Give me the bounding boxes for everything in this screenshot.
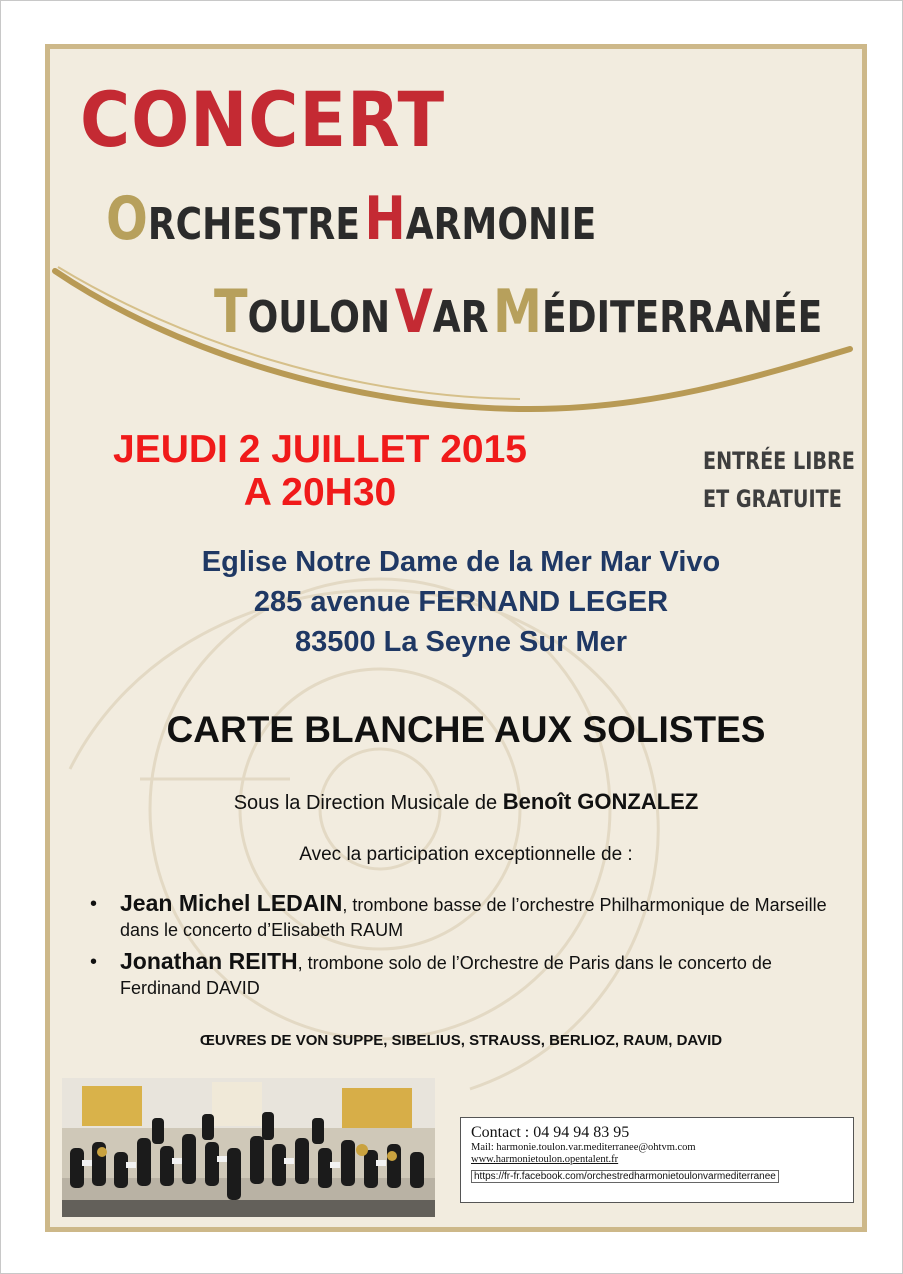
event-date-time bbox=[50, 429, 590, 515]
brand-initial: M bbox=[493, 277, 543, 347]
participation-intro: Avec la participation exceptionnelle de : bbox=[299, 844, 633, 865]
works-list: ŒUVRES DE VON SUPPE, SIBELIUS, STRAUSS, BERLIOZ, RAUM, DAVID bbox=[199, 1032, 723, 1049]
orchestra-photo bbox=[62, 1078, 435, 1217]
brand-word: RCHESTRE bbox=[147, 199, 360, 250]
entry-line-2: ET GRATUITE bbox=[703, 485, 842, 513]
facebook-link[interactable]: https://fr-fr.facebook.com/orchestredharmonietoulonvarmediterranee bbox=[471, 1170, 779, 1183]
venue-city: 83500 La Seyne Sur Mer bbox=[294, 626, 628, 658]
soloist-description: , trombone basse de l’orchestre Philharmonique de Marseille dans le concerto d’Elisabeth RAUM bbox=[120, 895, 827, 940]
brand-word: AR bbox=[432, 292, 489, 343]
soloist-name: Jonathan REITH bbox=[120, 948, 298, 974]
brand-word: ARMONIE bbox=[405, 199, 597, 250]
website-link[interactable]: www.harmonietoulon.opentalent.fr bbox=[471, 1154, 619, 1165]
free-entry-notice bbox=[703, 442, 855, 518]
venue-name: Eglise Notre Dame de la Mer Mar Vivo bbox=[201, 546, 721, 578]
event-time: A 20H30 bbox=[243, 470, 397, 514]
brand-initial: H bbox=[364, 184, 406, 254]
conductor-name: Benoît GONZALEZ bbox=[502, 789, 699, 814]
brand-initial: T bbox=[214, 277, 248, 347]
brand-initial: O bbox=[106, 184, 148, 254]
soloist-item bbox=[90, 891, 850, 943]
entry-line-1: ENTRÉE LIBRE bbox=[703, 447, 855, 475]
musical-direction bbox=[50, 789, 867, 815]
direction-prefix: Sous la Direction Musicale de bbox=[233, 792, 503, 814]
contact-box bbox=[460, 1117, 854, 1203]
poster-title: CONCERT bbox=[80, 75, 446, 164]
venue-address bbox=[50, 542, 867, 662]
event-date: JEUDI 2 JUILLET 2015 bbox=[113, 428, 527, 471]
orchestra-name-line-2 bbox=[214, 277, 823, 347]
concert-poster bbox=[45, 44, 867, 1232]
brand-word: ÉDITERRANÉE bbox=[542, 292, 823, 343]
soloist-description: , trombone solo de l’Orchestre de Paris dans le concerto de Ferdinand DAVID bbox=[120, 953, 772, 998]
venue-street: 285 avenue FERNAND LEGER bbox=[253, 586, 669, 618]
contact-phone: Contact : 04 94 94 83 95 bbox=[471, 1124, 630, 1141]
bullet-icon: • bbox=[90, 893, 98, 915]
soloist-name: Jean Michel LEDAIN bbox=[120, 890, 343, 916]
soloist-item bbox=[90, 949, 850, 1001]
brand-initial: V bbox=[394, 277, 433, 347]
program-title: CARTE BLANCHE AUX SOLISTES bbox=[166, 709, 766, 750]
contact-email[interactable]: Mail: harmonie.toulon.var.mediterranee@ohtvm.com bbox=[471, 1142, 696, 1153]
brand-word: OULON bbox=[247, 292, 391, 343]
bullet-icon: • bbox=[90, 951, 98, 973]
orchestra-name-line-1 bbox=[106, 184, 597, 254]
